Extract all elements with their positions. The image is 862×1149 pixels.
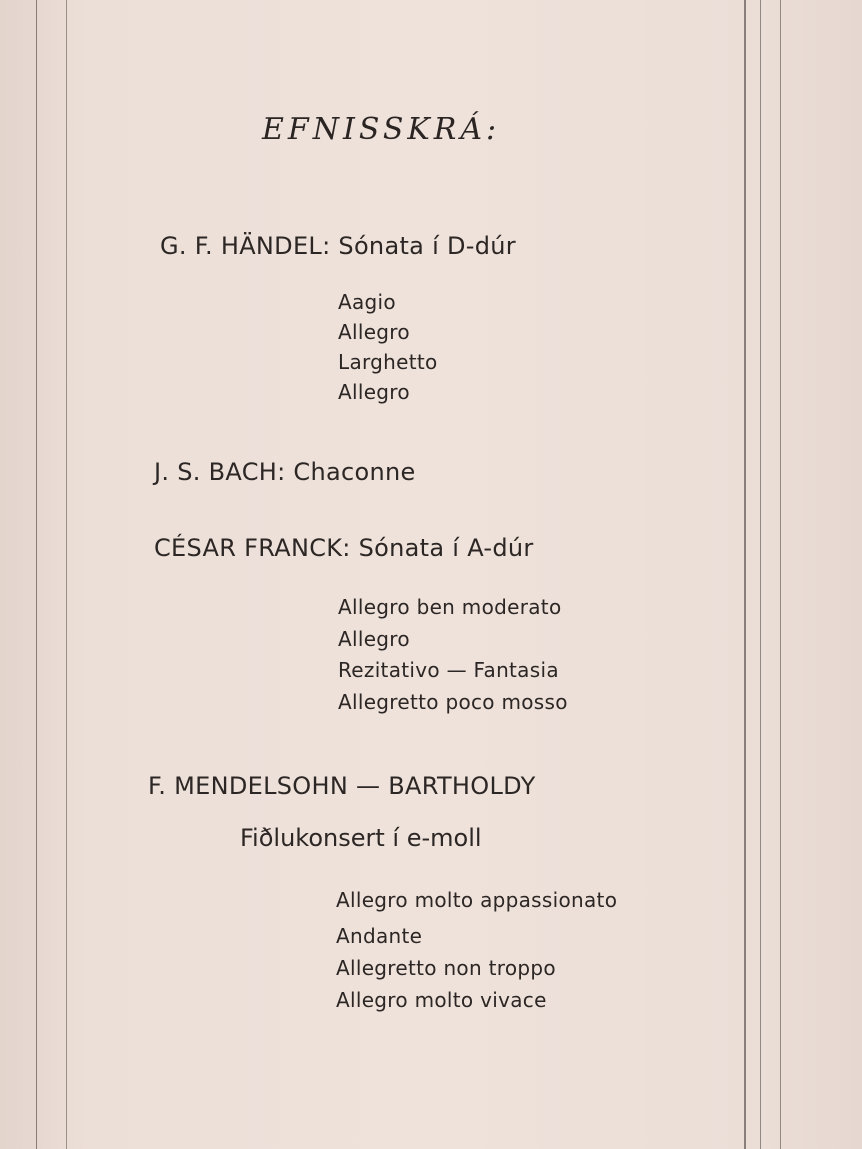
movement-item: Allegro molto vivace: [336, 988, 547, 1012]
work-subheading: Fiðlukonsert í e-moll: [240, 824, 482, 852]
movement-item: Allegro: [338, 320, 410, 344]
movement-item: Allegretto poco mosso: [338, 690, 568, 714]
page-edge-line: [780, 0, 781, 1149]
movement-item: Allegretto non troppo: [336, 956, 556, 980]
page-edge-line: [36, 0, 37, 1149]
composer-heading-handel: G. F. HÄNDEL: Sónata í D-dúr: [160, 232, 516, 260]
movement-item: Allegro ben moderato: [338, 595, 562, 619]
page-edge-line: [744, 0, 746, 1149]
page-edge-line: [66, 0, 67, 1149]
movement-item: Allegro: [338, 627, 410, 651]
composer-heading-mendelssohn: F. MENDELSOHN — BARTHOLDY: [148, 772, 536, 800]
composer-heading-bach: J. S. BACH: Chaconne: [154, 458, 416, 486]
movement-item: Allegro molto appassionato: [336, 888, 618, 912]
composer-heading-franck: CÉSAR FRANCK: Sónata í A-dúr: [154, 534, 534, 562]
movement-item: Rezitativo — Fantasia: [338, 658, 559, 682]
program-title: EFNISSKRÁ:: [262, 112, 501, 147]
movement-item: Aagio: [338, 290, 396, 314]
movement-item: Larghetto: [338, 350, 438, 374]
movement-item: Allegro: [338, 380, 410, 404]
page-edge-line: [760, 0, 761, 1149]
movement-item: Andante: [336, 924, 423, 948]
